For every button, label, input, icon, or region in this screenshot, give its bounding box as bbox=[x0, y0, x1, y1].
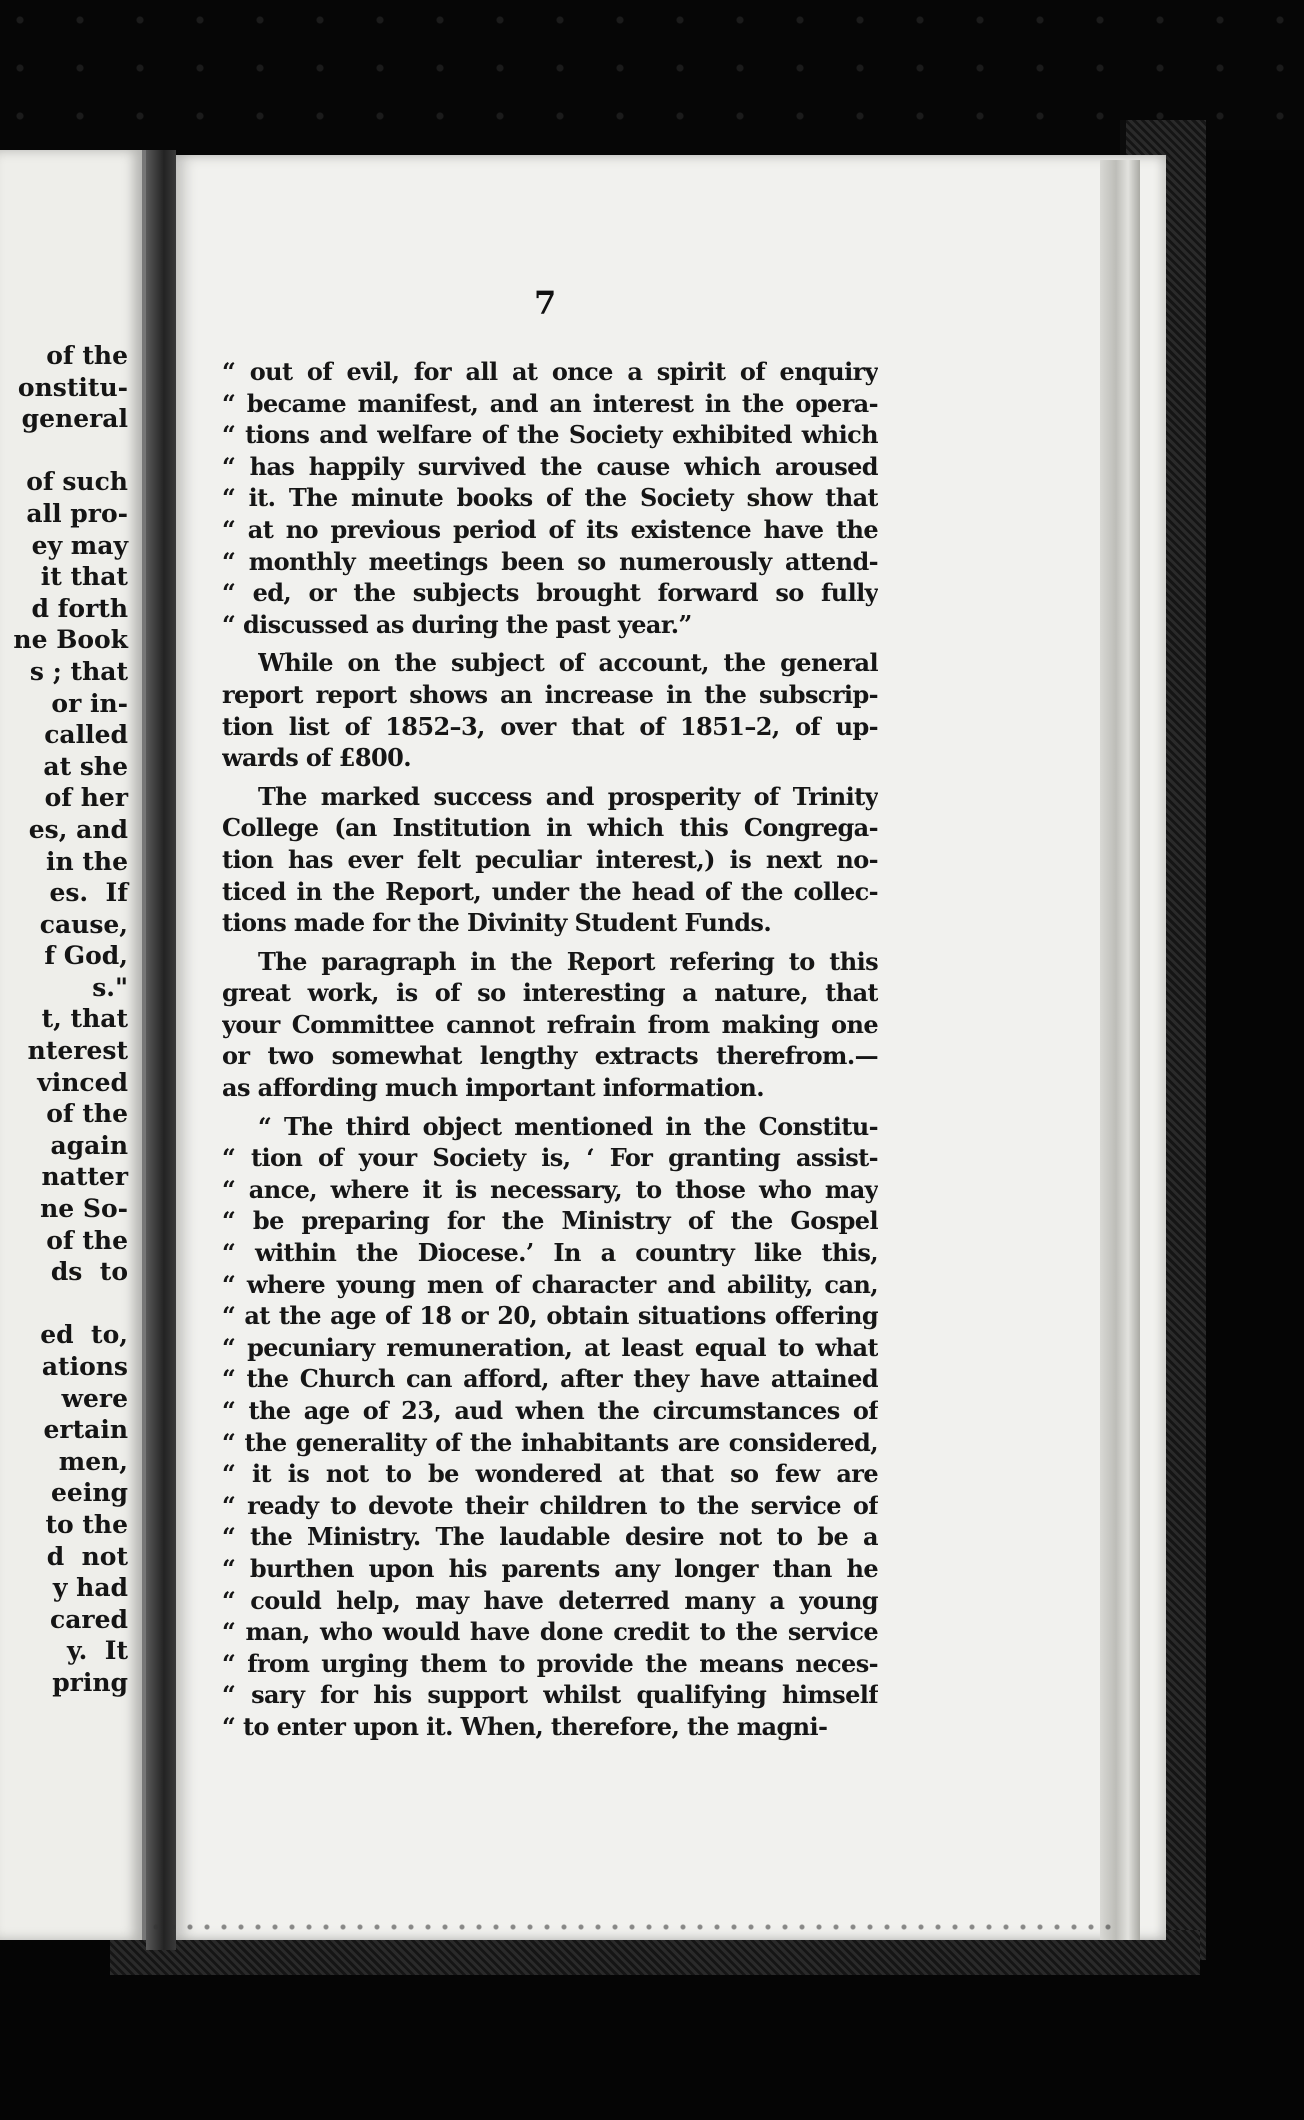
text-line: “ became manifest, and an interest in the opera- bbox=[222, 388, 878, 418]
text-line: “ sary for his support whilst qualifying himself bbox=[222, 1680, 878, 1710]
facing-page-line: t, that bbox=[41, 1004, 128, 1034]
facing-page-line: cause, bbox=[39, 909, 128, 939]
text-line: “ from urging them to provide the means neces- bbox=[222, 1648, 878, 1678]
page-bottom-speckle bbox=[150, 1920, 1120, 1934]
text-line: or two somewhat lengthy extracts therefrom.— bbox=[222, 1041, 878, 1071]
text-line: “ the Ministry. The laudable desire not to be a bbox=[222, 1522, 878, 1552]
text-line: “ tions and welfare of the Society exhibited which bbox=[222, 420, 878, 450]
text-line: “ ed, or the subjects brought forward so fully bbox=[222, 578, 878, 608]
paragraph bbox=[222, 946, 878, 1104]
facing-page-line: called bbox=[44, 720, 128, 750]
facing-page-line: f God, bbox=[44, 941, 128, 971]
text-line: wards of £800. bbox=[222, 743, 411, 773]
text-line: “ it. The minute books of the Society show that bbox=[222, 483, 878, 513]
text-line: “ out of evil, for all at once a spirit of enquiry bbox=[222, 357, 878, 386]
facing-page-line: of the bbox=[46, 1225, 128, 1255]
text-line: “ tion of your Society is, ‘ For granting assist- bbox=[222, 1143, 878, 1173]
facing-page-line: natter bbox=[41, 1162, 128, 1192]
facing-page-line: vinced bbox=[37, 1067, 128, 1097]
text-line: “ could help, may have deterred many a young bbox=[222, 1585, 878, 1615]
text-line: “ burthen upon his parents any longer than he bbox=[222, 1553, 878, 1583]
text-line: “ pecuniary remuneration, at least equal to what bbox=[222, 1332, 878, 1362]
text-line: “ it is not to be wondered at that so few are bbox=[222, 1459, 878, 1489]
scan-background bbox=[0, 0, 1304, 150]
page-gutter bbox=[146, 150, 176, 1950]
facing-page-line: y had bbox=[52, 1573, 128, 1603]
facing-page-line: it that bbox=[40, 562, 128, 592]
facing-page-line: all pro- bbox=[26, 498, 128, 528]
paragraph bbox=[222, 647, 878, 773]
facing-page bbox=[0, 150, 146, 1940]
text-line: “ where young men of character and ability, can, bbox=[222, 1269, 878, 1299]
text-line: While on the subject of account, the general bbox=[258, 648, 878, 678]
facing-page-line: ertain bbox=[43, 1415, 128, 1445]
facing-page-line: onstitu- bbox=[17, 372, 128, 402]
text-line: “ The third object mentioned in the Constitu- bbox=[258, 1111, 878, 1141]
text-line: tion has ever felt peculiar interest,) is next no- bbox=[222, 844, 878, 874]
facing-page-line: es, and bbox=[28, 814, 128, 844]
text-line: “ monthly meetings been so numerously attend- bbox=[222, 546, 878, 576]
text-line: “ at no previous period of its existence have the bbox=[222, 514, 878, 544]
facing-page-line: ne Book bbox=[13, 625, 128, 655]
facing-page-line: y. It bbox=[66, 1636, 128, 1666]
text-line: “ the Church can afford, after they have attained bbox=[222, 1364, 878, 1394]
text-line: “ within the Diocese.’ In a country like this, bbox=[222, 1238, 878, 1268]
facing-page-line: of her bbox=[44, 783, 128, 813]
text-line: your Committee cannot refrain from making one bbox=[222, 1009, 878, 1039]
paragraph bbox=[222, 781, 878, 939]
facing-page-line: nterest bbox=[27, 1036, 128, 1066]
text-line: “ man, who would have done credit to the service bbox=[222, 1617, 878, 1647]
facing-page-line: es. If bbox=[49, 878, 128, 908]
paragraph bbox=[222, 1111, 878, 1743]
text-line: “ discussed as during the past year.” bbox=[222, 609, 692, 639]
text-line: “ at the age of 18 or 20, obtain situations offering bbox=[222, 1301, 878, 1331]
text-line: The paragraph in the Report refering to this bbox=[258, 946, 878, 976]
paragraph bbox=[222, 356, 878, 640]
text-line: tions made for the Divinity Student Funds. bbox=[222, 908, 772, 938]
facing-page-line: were bbox=[61, 1383, 128, 1413]
facing-page-line: d not bbox=[46, 1541, 128, 1571]
text-line: report report shows an increase in the subscrip- bbox=[222, 679, 878, 709]
facing-page-line: ey may bbox=[31, 530, 128, 560]
facing-page-line: to the bbox=[45, 1509, 128, 1539]
facing-page-line: ne So- bbox=[40, 1194, 128, 1224]
text-line: ticed in the Report, under the head of the collec- bbox=[222, 876, 878, 906]
facing-page-line: general bbox=[21, 404, 128, 434]
facing-page-line: d forth bbox=[31, 593, 128, 623]
facing-page-line: of the bbox=[46, 1099, 128, 1129]
text-line: “ the age of 23, aud when the circumstances of bbox=[222, 1396, 878, 1425]
text-line: “ be preparing for the Ministry of the Gospel bbox=[222, 1206, 878, 1236]
facing-page-line: of the bbox=[46, 341, 128, 370]
facing-page-line: men, bbox=[58, 1446, 128, 1476]
text-line: as affording much important information. bbox=[222, 1073, 764, 1103]
facing-page-line: again bbox=[50, 1130, 128, 1160]
facing-page-line: or in- bbox=[51, 688, 128, 718]
text-line: “ ready to devote their children to the service of bbox=[222, 1490, 878, 1520]
text-line: The marked success and prosperity of Trinity bbox=[258, 781, 878, 811]
body-text bbox=[222, 356, 878, 1750]
facing-page-line bbox=[13, 1288, 128, 1320]
facing-page-line: s." bbox=[92, 972, 128, 1002]
text-line: College (an Institution in which this Congrega- bbox=[222, 813, 878, 843]
text-line: “ ance, where it is necessary, to those who may bbox=[222, 1174, 878, 1204]
page-number: 7 bbox=[534, 284, 557, 322]
facing-page-line: of such bbox=[26, 467, 128, 497]
facing-page-line: ds to bbox=[50, 1257, 128, 1287]
facing-page-line: s ; that bbox=[29, 656, 128, 686]
facing-page-line: pring bbox=[52, 1667, 128, 1697]
facing-page-line: at she bbox=[43, 751, 128, 781]
text-line: “ to enter upon it. When, therefore, the magni- bbox=[222, 1711, 828, 1741]
facing-page-line: cared bbox=[50, 1604, 128, 1634]
facing-page-line: ations bbox=[41, 1352, 128, 1381]
text-line: tion list of 1852–3, over that of 1851–2, of up- bbox=[222, 711, 878, 741]
facing-page-text bbox=[13, 340, 128, 1699]
facing-page-line bbox=[13, 435, 128, 467]
facing-page-line: ed to, bbox=[40, 1320, 128, 1350]
text-line: “ the generality of the inhabitants are considered, bbox=[222, 1427, 878, 1457]
page-edge bbox=[1100, 160, 1140, 1940]
facing-page-line: eeing bbox=[51, 1478, 128, 1508]
text-line: “ has happily survived the cause which aroused bbox=[222, 451, 878, 481]
facing-page-line: in the bbox=[45, 846, 128, 876]
text-line: great work, is of so interesting a nature, that bbox=[222, 978, 878, 1008]
